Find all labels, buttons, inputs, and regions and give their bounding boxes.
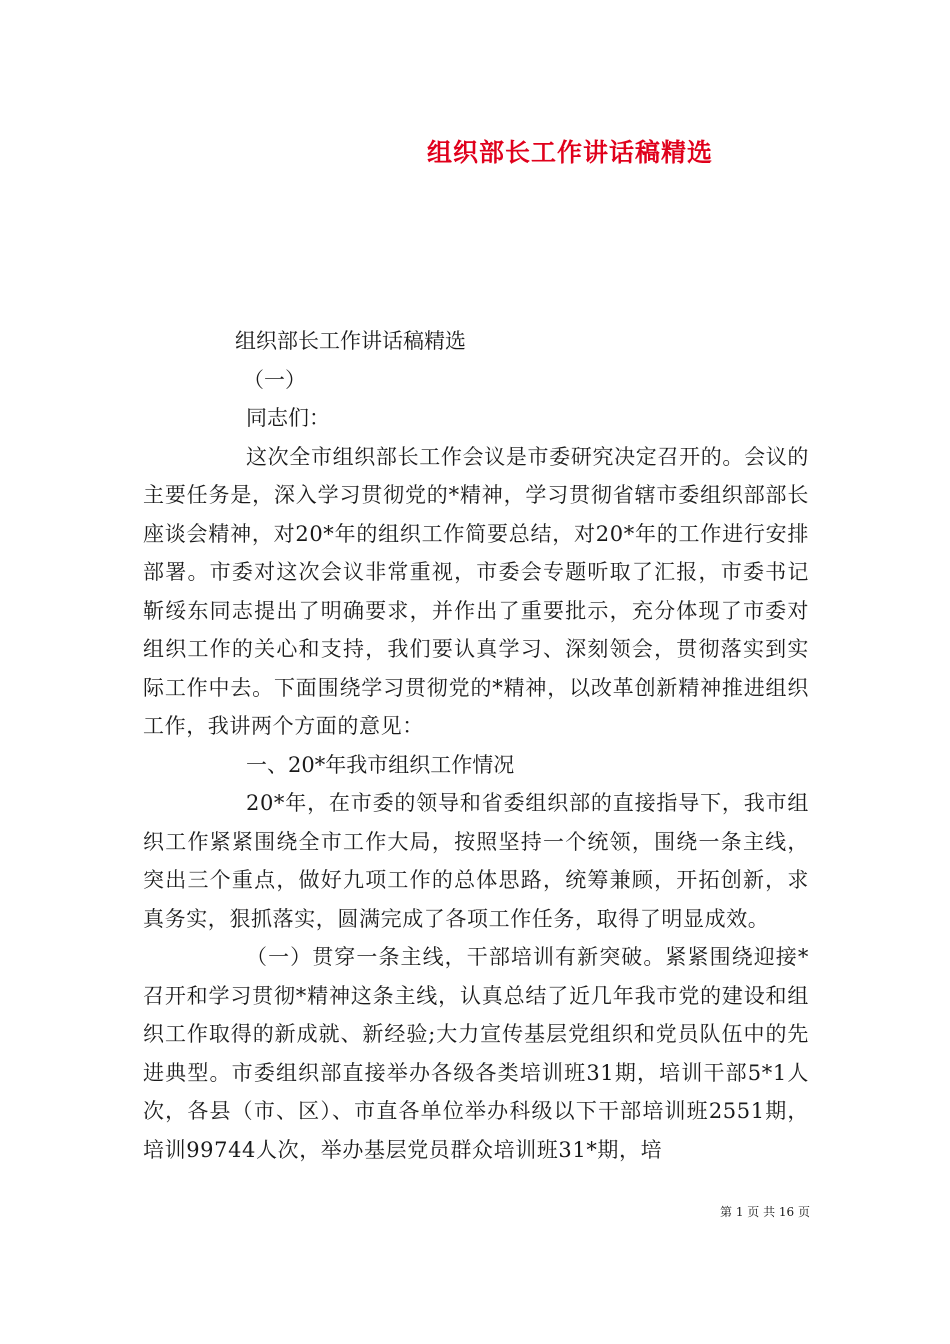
paragraph-intro: 这次全市组织部长工作会议是市委研究决定召开的。会议的主要任务是，深入学习贯彻党的*精神，学习贯彻省辖市委组织部部长座谈会精神，对20*年的组织工作简要总结，对20*年的工作进行安排部署。市委对这次会议非常重视，市委会专题听取了汇报，市委书记靳绥东同志提出了明确要求，并作出了重要批示，充分体现了市委对组织工作的关心和支持，我们要认真学习、深刻领会，贯彻落实到实际工作中去。下面围绕学习贯彻党的*精神，以改革创新精神推进组织工作，我讲两个方面的意见： <box>143 444 809 738</box>
section-number: （一） <box>243 367 306 392</box>
paragraph-training: （一）贯穿一条主线，干部培训有新突破。紧紧围绕迎接*召开和学习贯彻*精神这条主线，认真总结了近几年我市党的建设和组织工作取得的新成就、新经验;大力宣传基层党组织和党员队伍中的先进典型。市委组织部直接举办各级各类培训班31期，培训干部5*1人次，各县（市、区）、市直各单位举办科级以下干部培训班2551期，培训99744人次，举办基层党员群众培训班31*期，培 <box>143 945 809 1162</box>
document-body <box>143 322 809 1169</box>
speech-title: 组织部长工作讲话稿精选 <box>235 329 466 353</box>
page-footer: 第 1 页 共 16 页 <box>720 1205 810 1219</box>
greeting: 同志们： <box>246 406 330 430</box>
document-title: 组织部长工作讲话稿精选 <box>426 138 713 167</box>
paragraph-summary: 20*年，在市委的领导和省委组织部的直接指导下，我市组织工作紧紧围绕全市工作大局，按照坚持一个统领，围绕一条主线，突出三个重点，做好九项工作的总体思路，统筹兼顾，开拓创新，求真务实，狠抓落实，圆满完成了各项工作任务，取得了明显成效。 <box>143 791 809 931</box>
section-heading-1: 一、20*年我市组织工作情况 <box>246 752 515 777</box>
